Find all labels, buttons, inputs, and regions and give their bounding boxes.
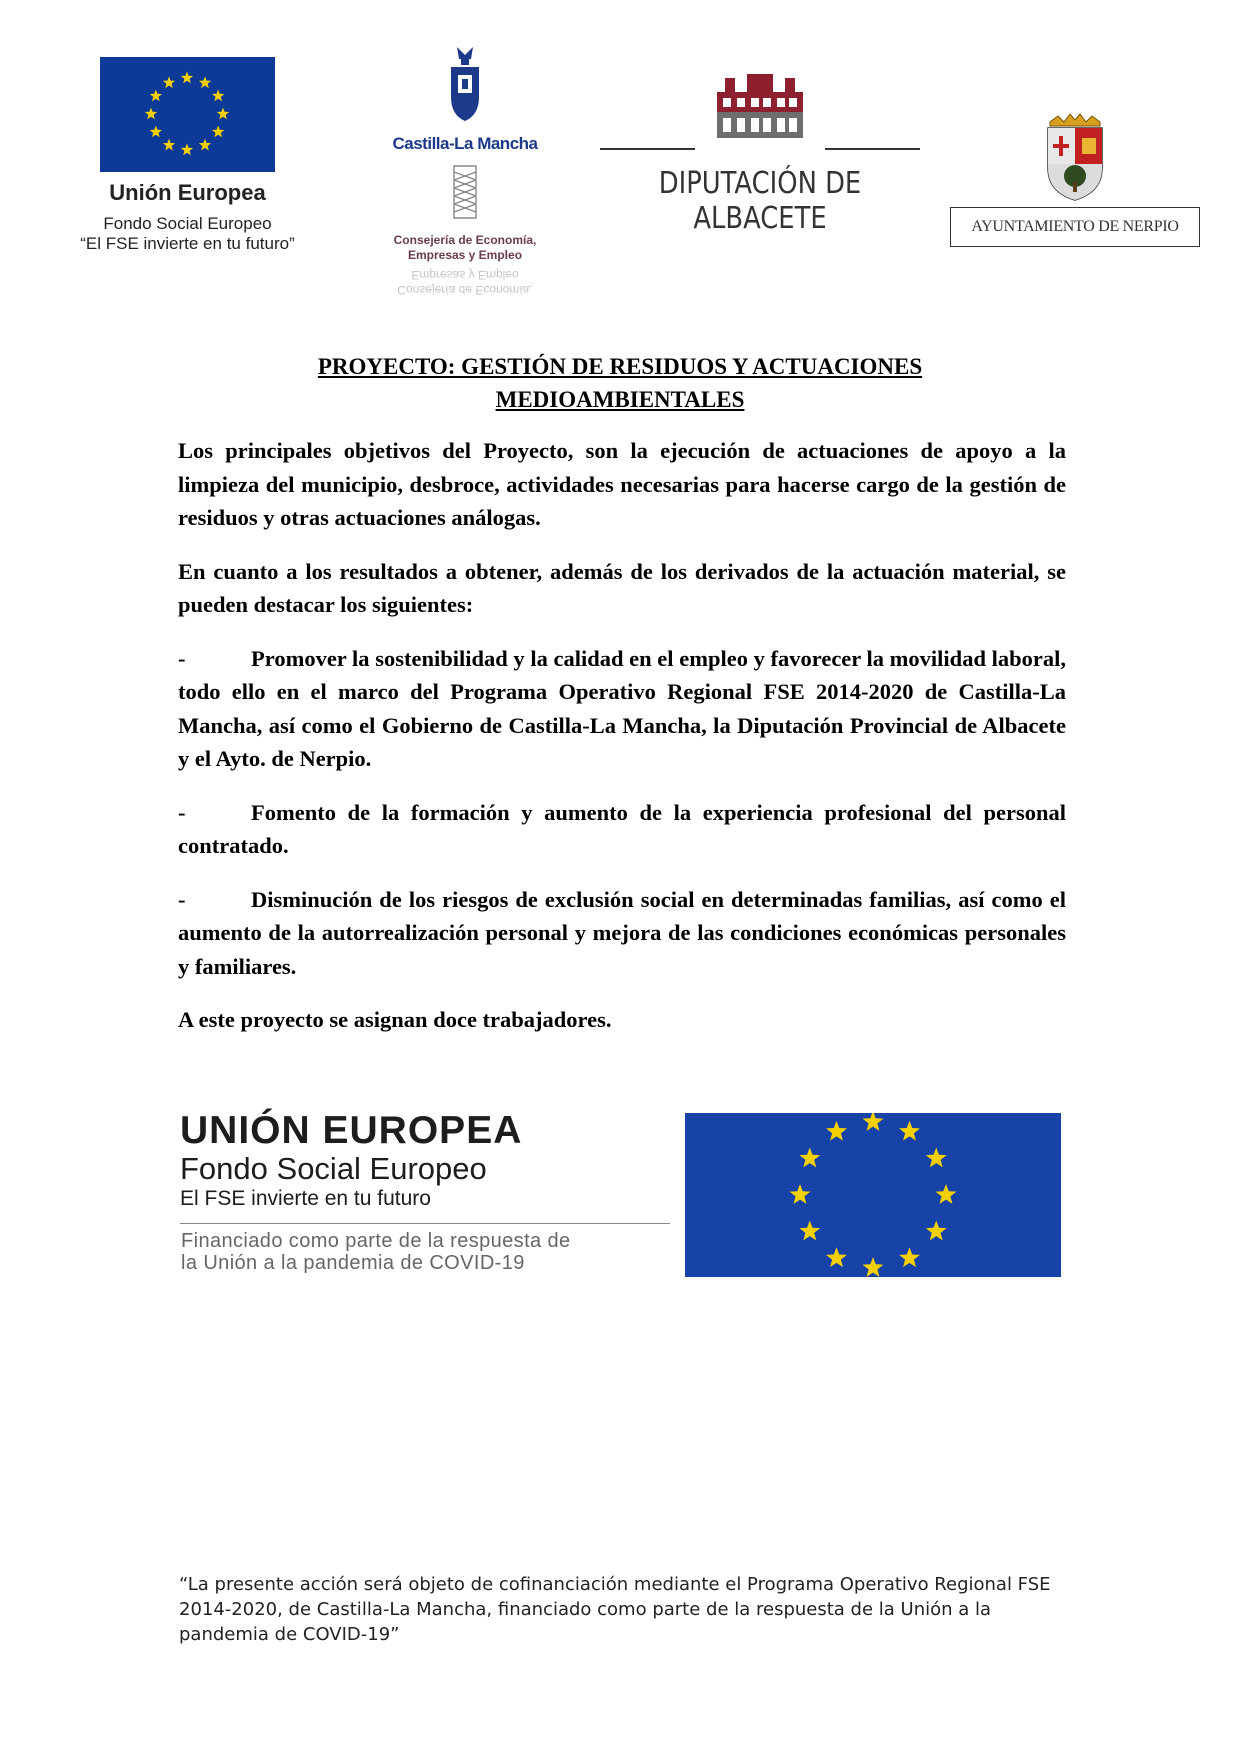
eu-star-icon bbox=[150, 126, 162, 138]
eu-star-icon bbox=[163, 76, 175, 88]
eu-star-icon bbox=[826, 1247, 847, 1267]
footnote: “La presente acción será objeto de cofinanciación mediante el Programa Operativo Regional FSE 2014-2020, de Castilla-La Mancha, financiado como parte de la respuesta de la Unión a la pandemia de COVID-19” bbox=[179, 1574, 1051, 1645]
fse-banner-text bbox=[180, 1110, 675, 1212]
eu-star-icon bbox=[826, 1121, 847, 1141]
list-item bbox=[178, 642, 1066, 776]
eu-star-icon bbox=[899, 1121, 920, 1141]
crown-shield-icon bbox=[435, 45, 495, 125]
eu-star-icon bbox=[936, 1184, 957, 1204]
clm-emblem-icon bbox=[450, 162, 480, 222]
clm-logo-reflection-line2: Empresas y Empleo bbox=[411, 268, 519, 282]
eu-stars-icon bbox=[685, 1113, 1061, 1277]
eu-logo-line1: Fondo Social Europeo bbox=[103, 214, 272, 233]
eu-star-icon bbox=[199, 76, 211, 88]
document-title bbox=[180, 350, 1060, 416]
bullet-dash: - bbox=[178, 886, 186, 912]
clm-logo-name: Castilla-La Mancha bbox=[392, 134, 538, 153]
eu-star-icon bbox=[145, 108, 157, 120]
paragraph-closing: A este proyecto se asignan doce trabajadores. bbox=[178, 1007, 612, 1032]
eu-logo-line2: “El FSE invierte en tu futuro” bbox=[80, 234, 295, 253]
eu-star-icon bbox=[212, 126, 224, 138]
banner-line1: UNIÓN EUROPEA bbox=[180, 1109, 523, 1152]
paragraph-objectives: Los principales objetivos del Proyecto, son la ejecución de actuaciones de apoyo a la limpieza del municipio, desbroce, actividades necesarias para hacerse cargo de la gestión de residuos y otras actuaciones análogas. bbox=[178, 438, 1066, 530]
list-item bbox=[178, 883, 1066, 984]
bullet-text: Fomento de la formación y aumento de la experiencia profesional del personal contratado. bbox=[178, 799, 1066, 858]
clm-logo-reflection bbox=[385, 267, 545, 297]
eu-star-icon bbox=[181, 72, 193, 84]
fse-banner-covid-text bbox=[181, 1230, 681, 1274]
eu-star-icon bbox=[150, 90, 162, 102]
castilla-la-mancha-logo bbox=[385, 45, 545, 297]
clm-logo-dept bbox=[385, 233, 545, 263]
banner-line2: Fondo Social Europeo bbox=[180, 1151, 487, 1186]
palace-building-icon bbox=[705, 70, 815, 160]
bullet-dash: - bbox=[178, 645, 186, 671]
eu-star-icon bbox=[926, 1148, 947, 1168]
eu-flag-banner bbox=[685, 1113, 1061, 1277]
bullet-text: Promover la sostenibilidad y la calidad en el empleo y favorecer la movilidad laboral, todo ello en el marco del Programa Operativo Regional FSE 2014-2020 de Castilla-La Mancha, así como el Gobierno de Castilla-La Mancha, la Diputación Provincial de Albacete y el Ayto. de Nerpio. bbox=[178, 645, 1066, 771]
diputacion-logo-name: DIPUTACIÓN DE ALBACETE bbox=[658, 166, 862, 236]
eu-star-icon bbox=[790, 1184, 811, 1204]
document-title-line1: PROYECTO: GESTIÓN DE RESIDUOS Y ACTUACIONES bbox=[317, 354, 923, 379]
eu-star-icon bbox=[212, 90, 224, 102]
eu-star-icon bbox=[199, 139, 211, 151]
eu-star-icon bbox=[217, 108, 229, 120]
banner-divider bbox=[180, 1223, 670, 1224]
ayuntamiento-nerpio-label: AYUNTAMIENTO DE NERPIO bbox=[950, 207, 1200, 247]
eu-star-icon bbox=[863, 1113, 884, 1131]
nerpio-coat-of-arms-icon bbox=[1040, 112, 1110, 207]
bullet-text: Disminución de los riesgos de exclusión social en determinadas familias, así como el aumento de la autorrealización personal y mejora de las condiciones económicas personales y familiares. bbox=[178, 886, 1066, 979]
eu-star-icon bbox=[181, 144, 193, 156]
eu-star-icon bbox=[799, 1221, 820, 1241]
eu-star-icon bbox=[863, 1257, 884, 1277]
document-body bbox=[178, 434, 1066, 1057]
banner-line5: la Unión a la pandemia de COVID-19 bbox=[181, 1252, 525, 1274]
eu-flag-logo bbox=[100, 57, 275, 172]
clm-logo-line2: Empresas y Empleo bbox=[407, 248, 523, 262]
eu-star-icon bbox=[799, 1148, 820, 1168]
eu-logo-title: Unión Europea bbox=[109, 180, 266, 205]
eu-logo-caption bbox=[50, 180, 325, 254]
clm-logo-reflection-line1: Consejería de Economía, bbox=[397, 283, 533, 297]
eu-star-icon bbox=[899, 1247, 920, 1267]
banner-line4: Financiado como parte de la respuesta de bbox=[181, 1230, 571, 1252]
diputacion-right-rule bbox=[825, 148, 920, 150]
list-item bbox=[178, 796, 1066, 863]
clm-logo-line1: Consejería de Economía, bbox=[393, 233, 537, 247]
bullet-dash: - bbox=[178, 799, 186, 825]
banner-line3: El FSE invierte en tu futuro bbox=[180, 1187, 431, 1210]
paragraph-results-intro: En cuanto a los resultados a obtener, además de los derivados de la actuación material, se pueden destacar los siguientes: bbox=[178, 558, 1066, 617]
eu-star-icon bbox=[926, 1221, 947, 1241]
eu-star-icon bbox=[163, 139, 175, 151]
document-title-line2: MEDIOAMBIENTALES bbox=[495, 387, 745, 412]
diputacion-left-rule bbox=[600, 148, 695, 150]
eu-stars-icon bbox=[100, 57, 275, 172]
